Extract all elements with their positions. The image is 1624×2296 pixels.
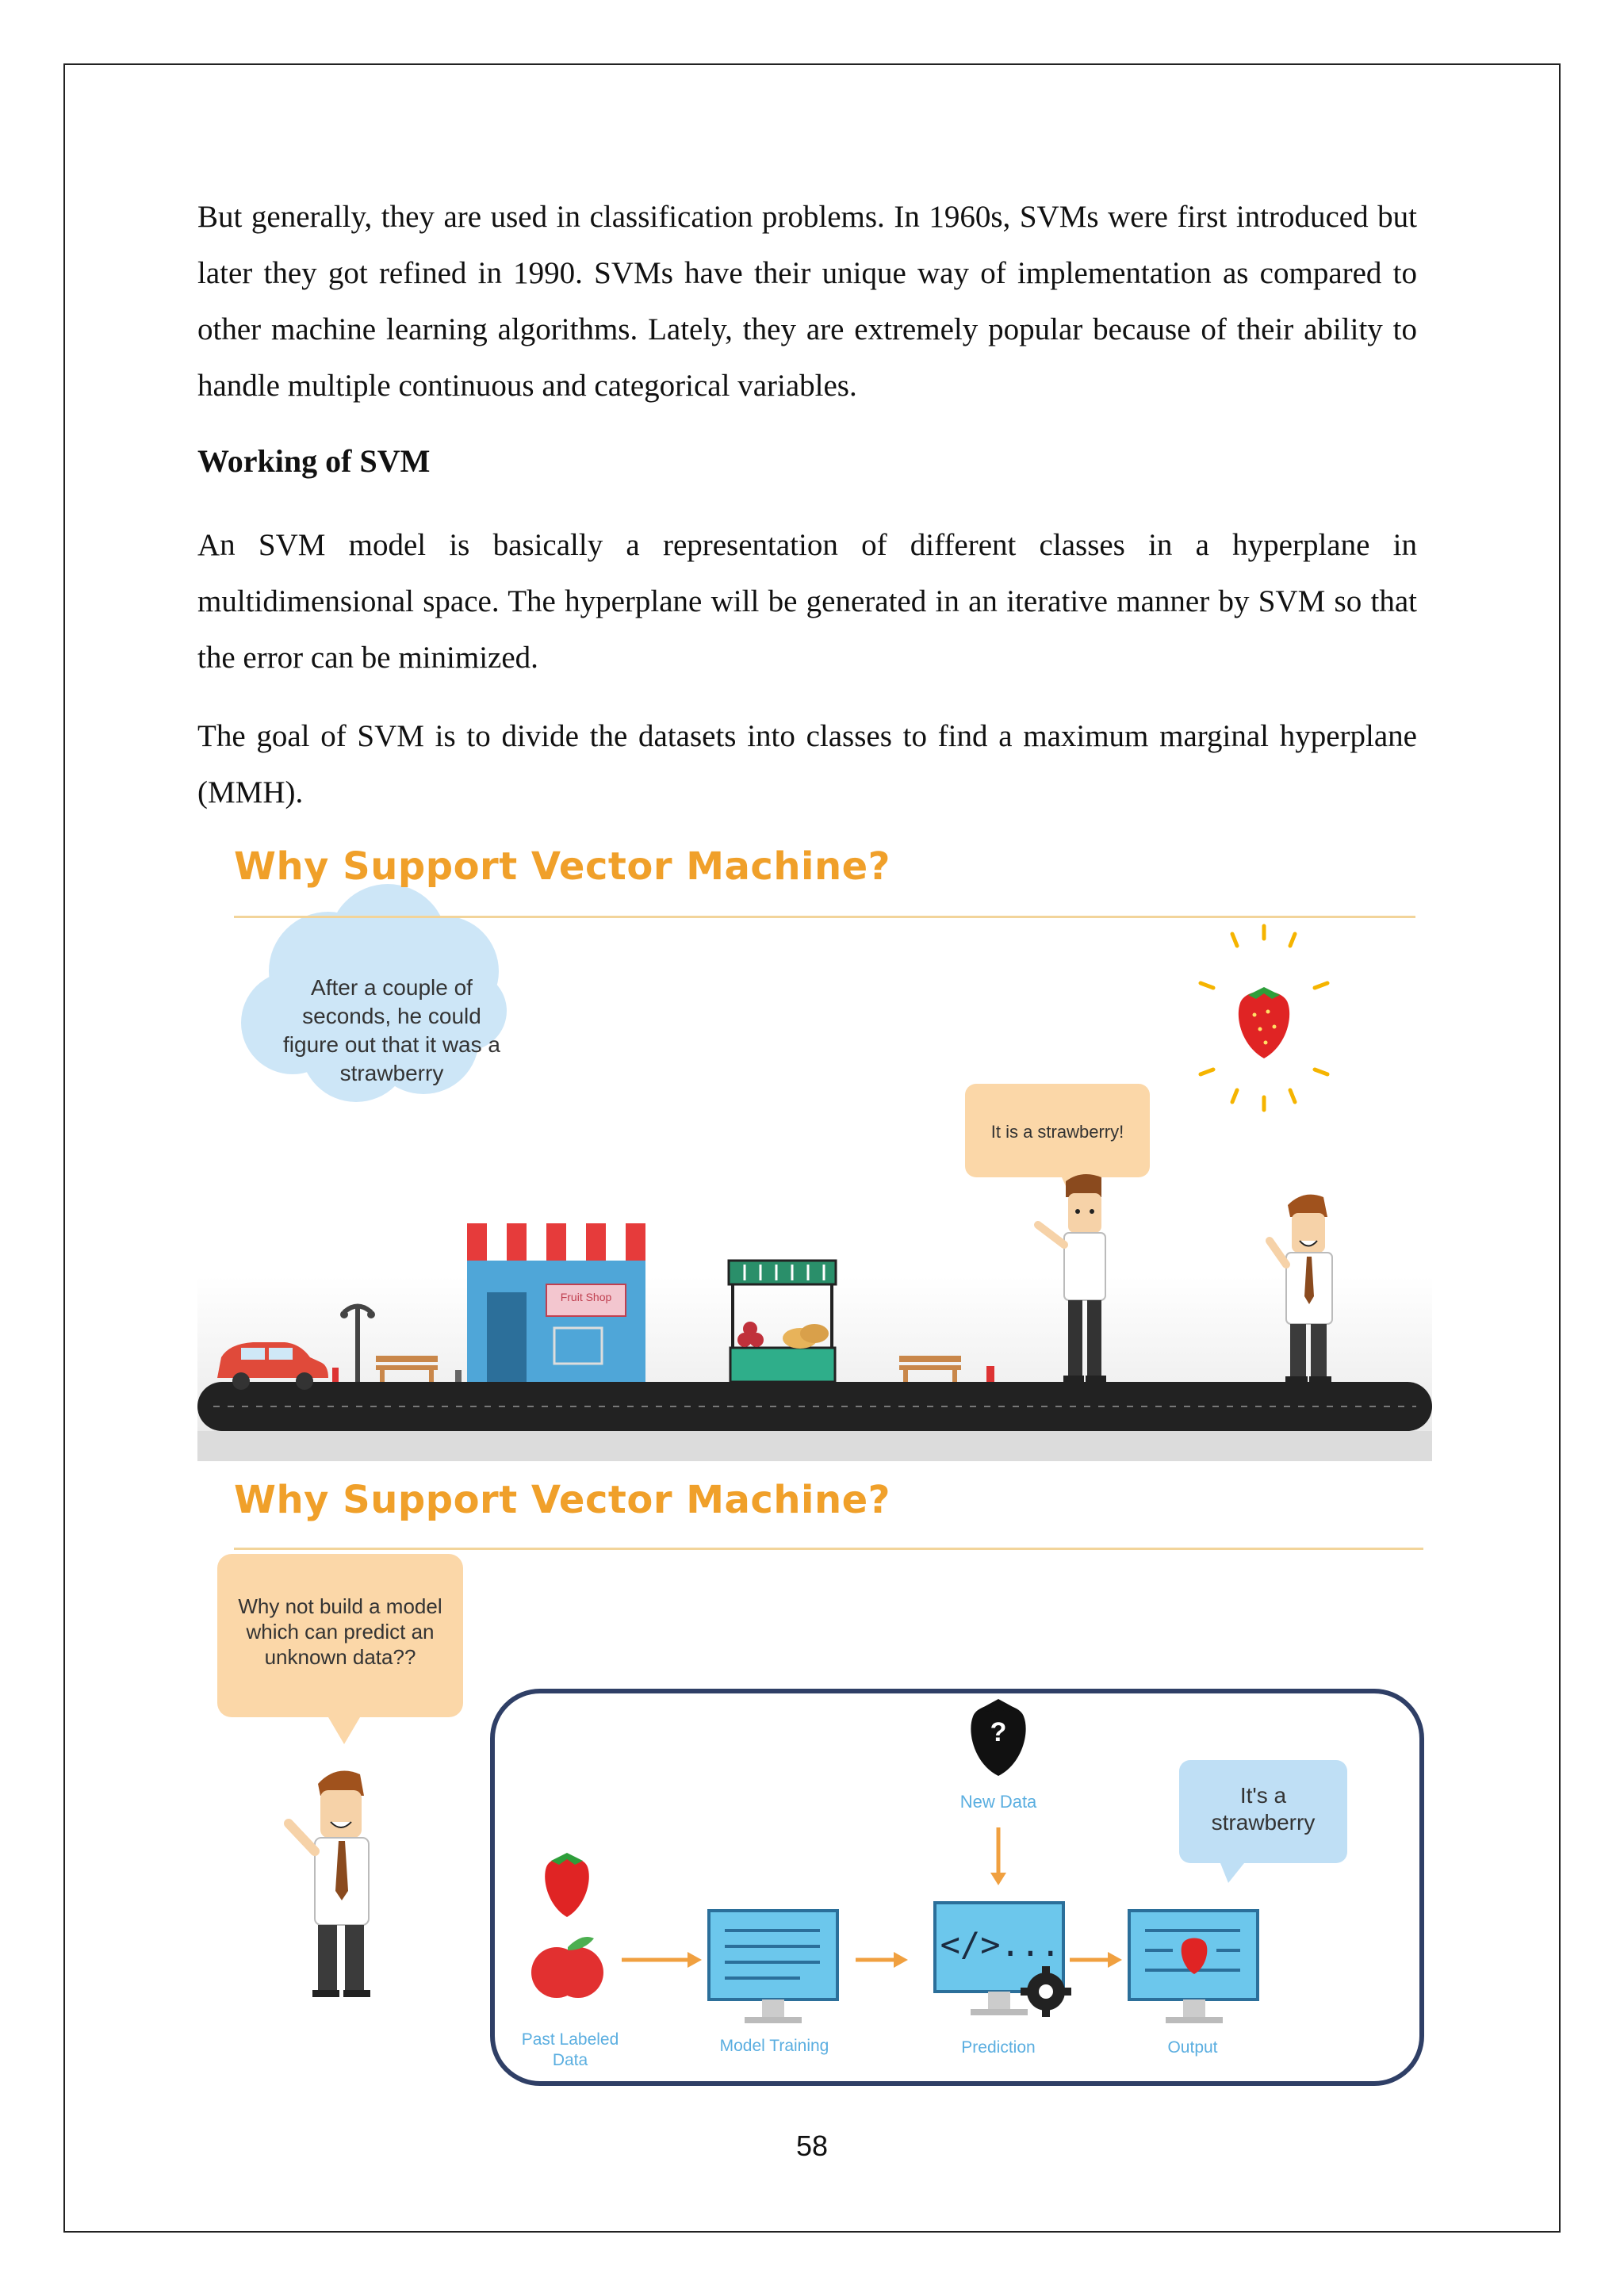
question-bubble-text: Why not build a model which can predict an unknown data?? (238, 1594, 442, 1669)
thinking-man-character (289, 1771, 370, 1997)
section-heading: Working of SVM (197, 443, 431, 479)
flow-diagram-border (492, 1691, 1422, 2084)
apple-icon (531, 1937, 603, 1998)
figure2-title-rule (234, 1548, 1423, 1550)
paragraph-intro: But generally, they are used in classification problems. In 1960s, SVMs were first introduced but later they got refined in 1990. SVMs have their unique way of implementation as compared to other machine learning algorithms. Lately, they are extremely popular because of their ability to handle multiple continuous and categorical variables. (197, 200, 1417, 403)
output-bubble-text: It's a strawberry (1211, 1783, 1316, 1835)
question-mark-text: ? (990, 1717, 1007, 1747)
figure2-title: Why Support Vector Machine? (234, 1478, 891, 1522)
thought-bubble-text: After a couple of seconds, he could figure out that it was a strawberry (283, 975, 500, 1085)
street-scene-illustration (197, 832, 1432, 1461)
speech-bubble-text: It is a strawberry! (990, 1122, 1124, 1142)
step-label-prediction: Prediction (961, 2038, 1036, 2057)
figure1-title: Why Support Vector Machine? (234, 844, 891, 889)
paragraph-goal: The goal of SVM is to divide the datasets into classes to find a maximum marginal hyperplane (MMH). (197, 719, 1417, 809)
strawberry-icon (1239, 987, 1289, 1058)
paragraph-working: An SVM model is basically a representation of different classes in a hyperplane in multidimensional space. The hyperplane will be generated in an iterative manner by SVM so that the error can be minimized. (197, 528, 1417, 675)
strawberry-icon (545, 1853, 589, 1917)
figure-why-svm-1 (197, 832, 1432, 1461)
step-label-model-training: Model Training (719, 2037, 829, 2055)
new-data-label: New Data (959, 1792, 1037, 1812)
step-label-past-labeled-data: Past Labeled Data (521, 2030, 619, 2069)
page-number: 58 (795, 2130, 829, 2162)
code-glyph-text: </>... (940, 1925, 1061, 1964)
shop-sign-text: Fruit Shop (560, 1291, 612, 1303)
figure1-title-rule (234, 916, 1415, 918)
model-training-monitor-icon (709, 1911, 837, 2023)
figure-why-svm-2 (197, 1475, 1432, 2103)
output-monitor-icon (1129, 1911, 1258, 2023)
step-label-output: Output (1167, 2038, 1218, 2057)
